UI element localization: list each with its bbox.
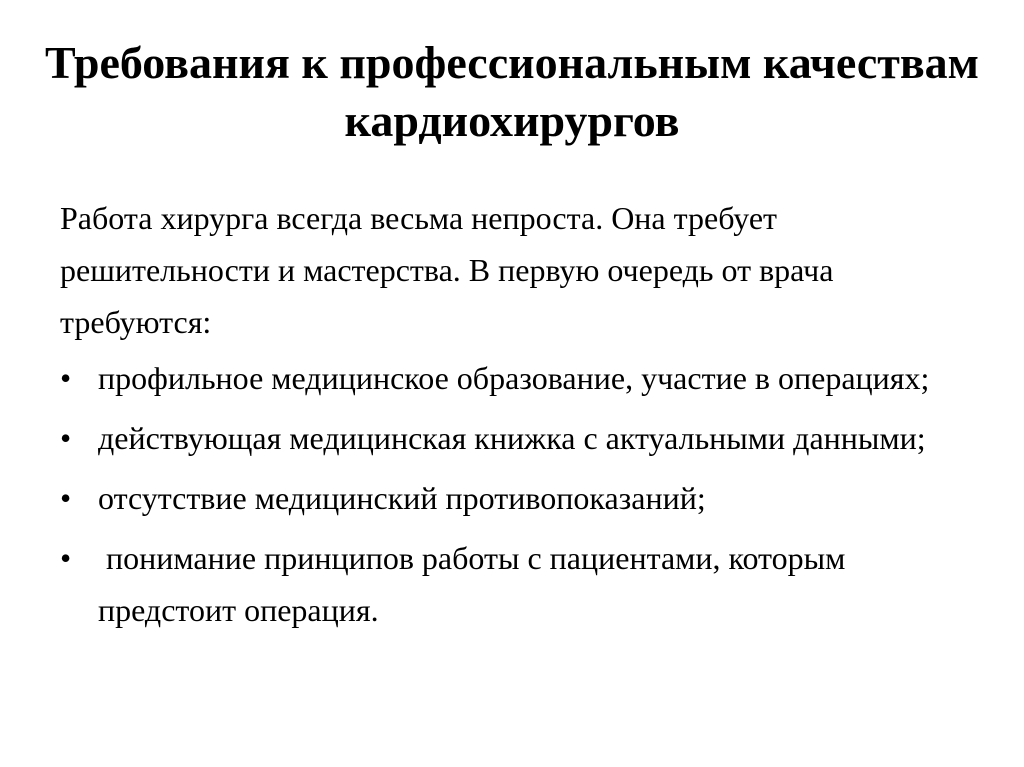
slide-title: Требования к профессиональным качествам кардиохирургов	[44, 37, 979, 146]
list-item-text: профильное медицинское образование, участие в операциях;	[98, 360, 930, 396]
list-item	[60, 532, 980, 636]
bullet-icon: •	[60, 540, 72, 576]
list-item-text: отсутствие медицинский противопоказаний;	[98, 480, 706, 516]
intro-paragraph: Работа хирурга всегда весьма непроста. Она требует решительности и мастерства. В первую очередь от врача требуются:	[60, 200, 834, 340]
list-item	[60, 412, 980, 464]
slide-body	[60, 192, 980, 644]
list-item-text: понимание принципов работы с пациентами, которым предстоит операция.	[98, 540, 846, 628]
bullet-icon: •	[60, 360, 72, 396]
list-item	[60, 472, 980, 524]
bullet-icon: •	[60, 420, 72, 456]
bullet-list	[60, 352, 980, 636]
list-item-text: действующая медицинская книжка с актуальными данными;	[98, 420, 926, 456]
list-item	[60, 352, 980, 404]
bullet-icon: •	[60, 480, 72, 516]
